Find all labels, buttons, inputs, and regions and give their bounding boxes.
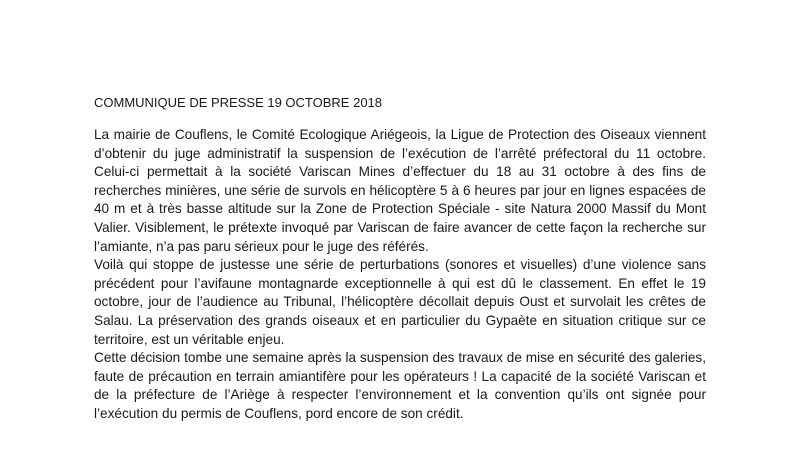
body-line-3: Celui-ci permettait à la société Variscan Mines d’effectuer du 18 au 31 octobre à des fins de — [94, 164, 706, 180]
body-line-1: La mairie de Couflens, le Comité Ecologique Ariégeois, la Ligue de Protection des Oiseaux viennent — [94, 127, 706, 142]
body-line-2: d’obtenir du juge administratif la suspension de l’exécution de l’arrêté préfectoral du 11 octobre. — [94, 145, 706, 161]
body-line-14: faute de précaution en terrain amiantifère pour les opérateurs ! La capacité de la société Variscan et — [94, 368, 706, 384]
body-line-13: Cette décision tombe une semaine après la suspension des travaux de mise en sécurité des galeries, — [94, 350, 706, 366]
body-line-16: l’exécution du permis de Couflens, pord encore de son crédit. — [94, 405, 464, 421]
body-line-11: Salau. La préservation des grands oiseaux et en particulier du Gypaète en situation critique sur ce — [94, 312, 706, 328]
body-line-8: Voilà qui stoppe de justesse une série de perturbations (sonores et visuelles) d’une violence sans — [94, 257, 706, 273]
body-line-10: octobre, jour de l’audience au Tribunal, l’hélicoptère décollait depuis Oust et survolait les crêtes de — [94, 294, 706, 310]
body-line-12: territoire, est un véritable enjeu. — [94, 331, 285, 347]
press-release-title: COMMUNIQUE DE PRESSE 19 OCTOBRE 2018 — [94, 95, 383, 110]
body-line-5: 40 m et à très basse altitude sur la Zone de Protection Spéciale - site Natura 2000 Massif du Mont — [94, 201, 706, 217]
body-line-7: l’amiante, n’a pas paru sérieux pour le juge des référés. — [94, 238, 429, 254]
press-release-body — [94, 126, 706, 424]
body-line-4: recherches minières, une série de survols en hélicoptère 5 à 6 heures par jour en lignes espacées de — [94, 182, 706, 198]
body-line-6: Valier. Visiblement, le prétexte invoqué par Variscan de faire avancer de cette façon la recherche sur — [94, 219, 706, 235]
body-line-15: de la préfecture de l’Ariège à respecter l’environnement et la convention qu’ils ont signée pour — [94, 387, 706, 403]
body-line-9: précédent pour l’avifaune montagnarde exceptionnelle à qui est dû le classement. En effet le 19 — [94, 275, 706, 291]
